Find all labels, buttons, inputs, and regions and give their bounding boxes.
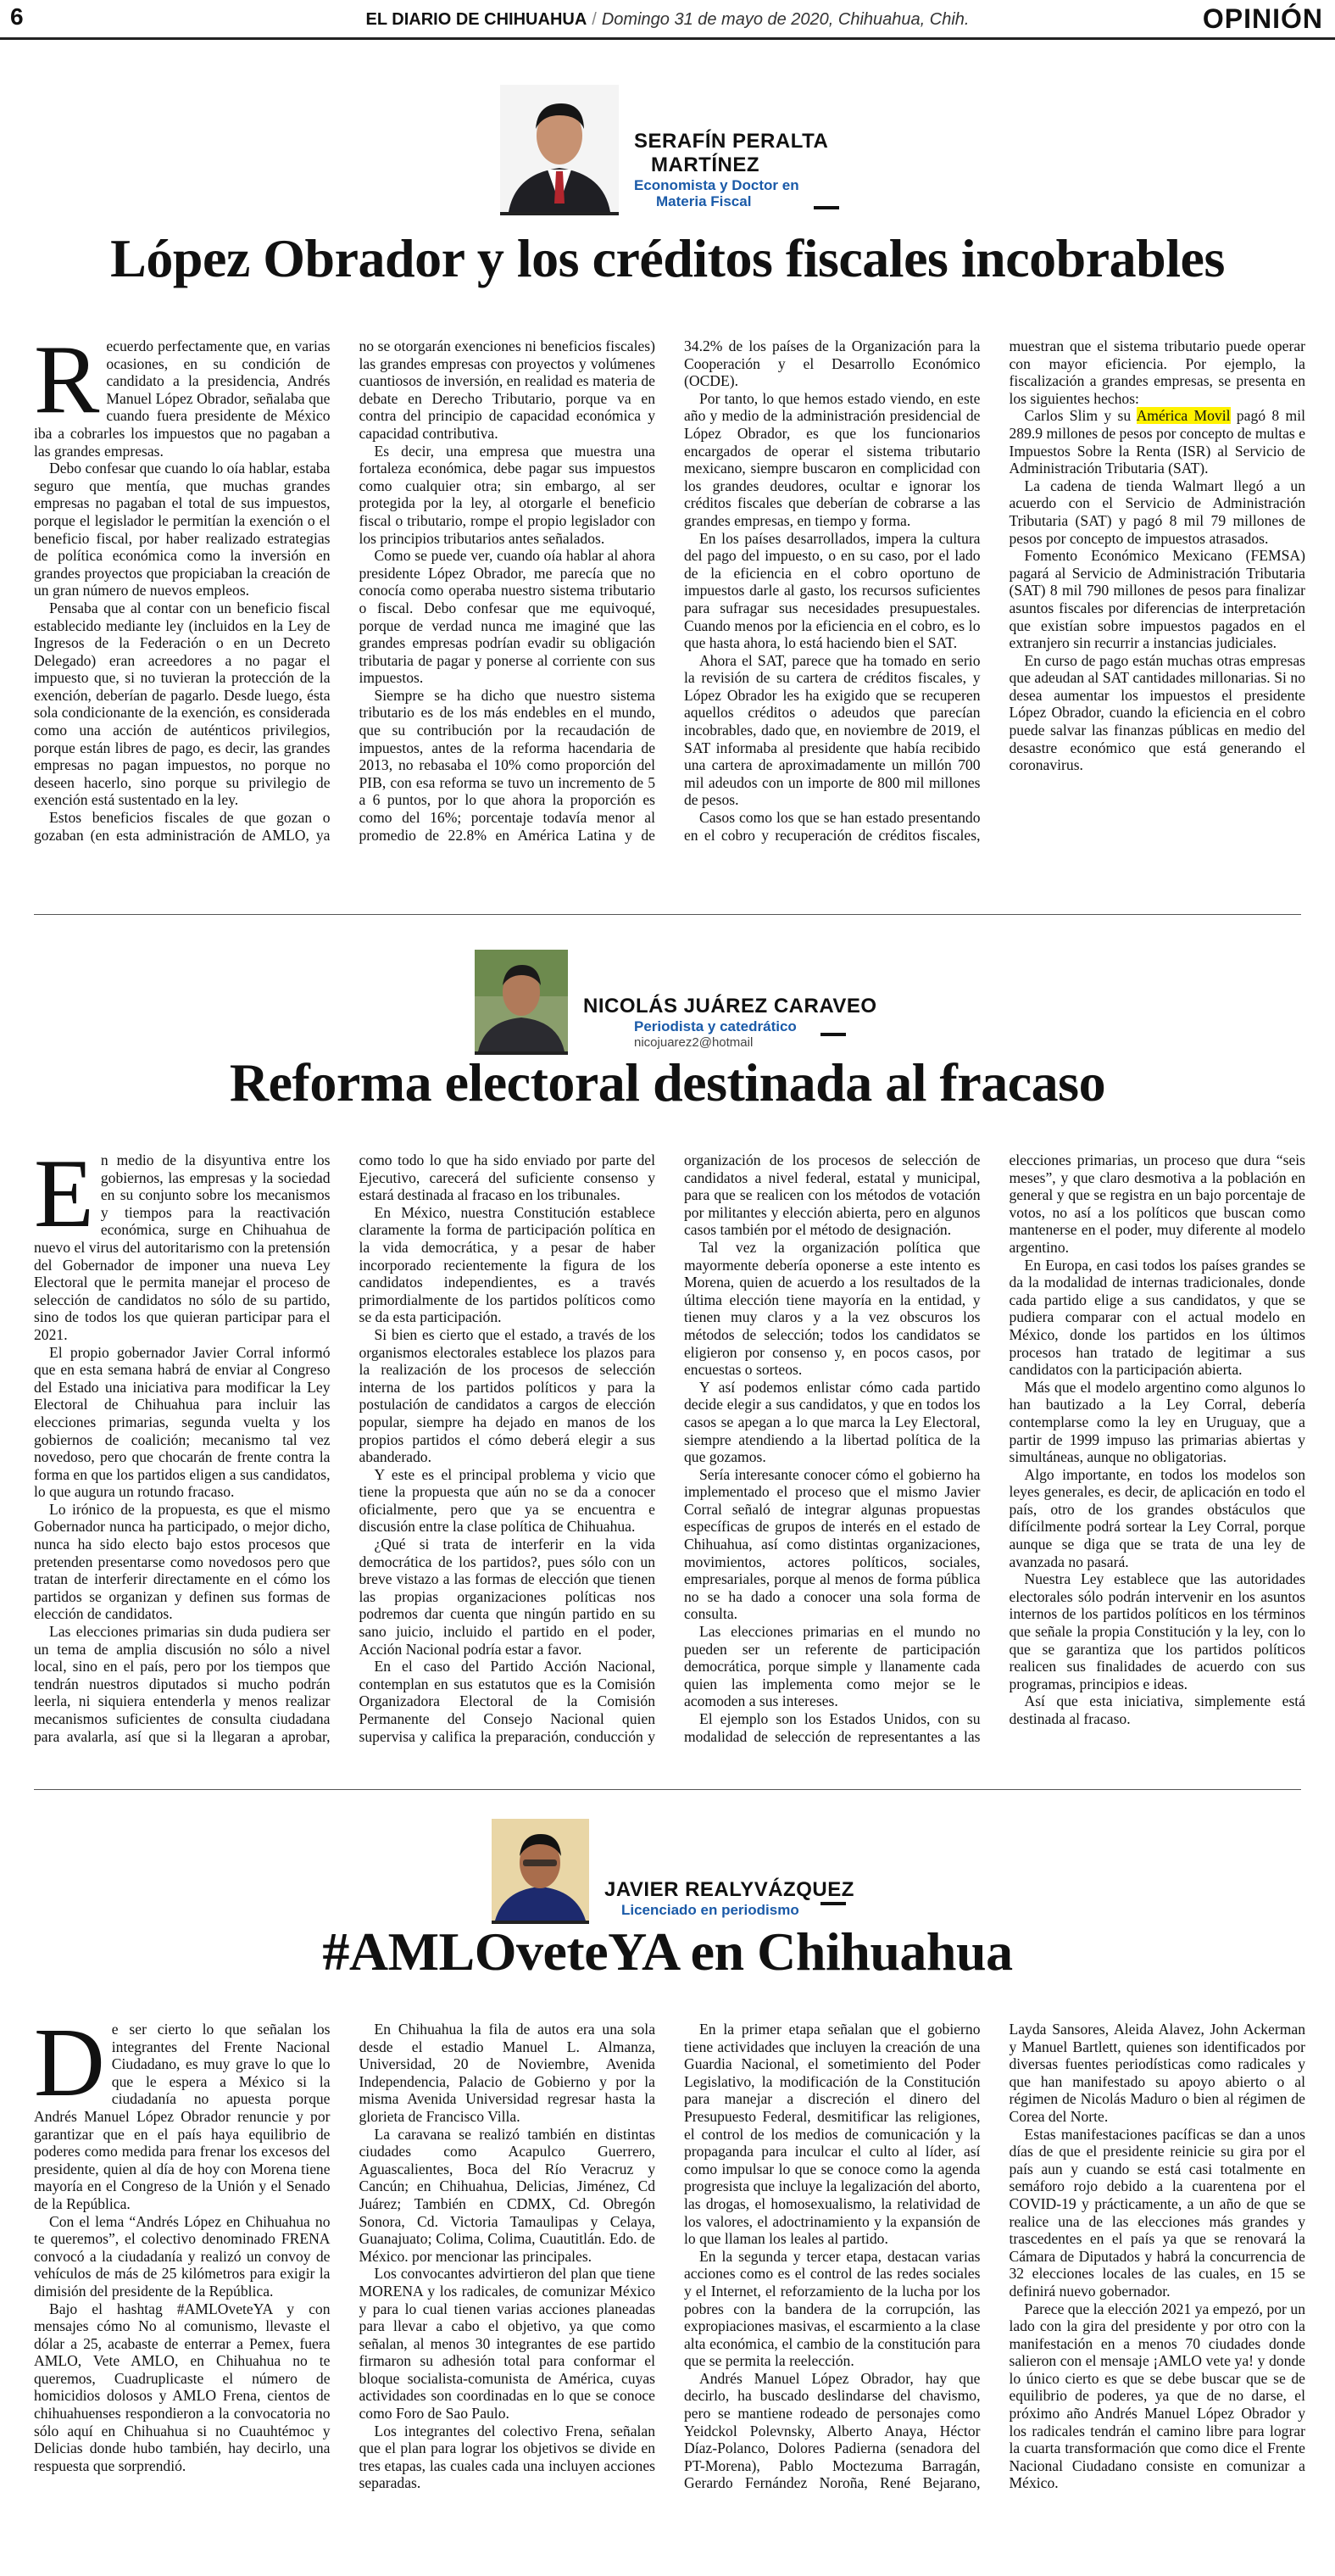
highlighted-text: América Movil (1136, 407, 1231, 425)
article-reforma-electoral (0, 933, 1335, 1781)
paragraph: Más que el modelo argentino como algunos lo han bautizado a la Ley Corral, debería contemplarse como la ley en Uruguay, que a partir de 1999 impuso las primarias abiertas y simultáneas, aunque no obligatorias. (1009, 1378, 1305, 1466)
masthead: EL DIARIO DE CHIHUAHUA / Domingo 31 de mayo de 2020, Chihuahua, Chih. (365, 10, 970, 29)
paragraph: Casos como los que se han estado presentando en el cobro y recuperación de créditos fiscales, muestran que el sistema tributario puede operar con mayor eficiencia. Por ejemplo, la fiscalización a grandes empresas, se presenta en los siguientes hechos: (684, 337, 1305, 844)
paragraph: Y así podemos enlistar cómo cada partido decide elegir a sus candidatos, y que en todos los casos se apegan a lo que marca la Ley Electoral, siempre atendiendo a la libertad política de la que gozamos. (684, 1378, 981, 1466)
paragraph: En Chihuahua la fila de autos era una sola desde el estadio Manuel L. Almanza, Universidad, 20 de Noviembre, Avenida Independencia, Palacio de Gobierno y por la misma Avenida Universidad regresar hasta la glorieta de Francisco Villa. (359, 2021, 655, 2125)
headline: López Obrador y los créditos fiscales incobrables (110, 228, 1225, 288)
paragraph: Las elecciones primarias en el mundo no pueden ser un referente de participación democrática, porque simple y llanamente cada quien las implementa como mejor se le acomoden a sus intereses. (684, 1623, 981, 1710)
byline (492, 1819, 854, 1924)
paragraph: Como se puede ver, cuando oía hablar al ahora presidente López Obrador, me parecía que no conocía como operaba nuestro sistema tributario o fiscal. Debo confesar que me equivoqué, porque de verdad nunca me imaginé que las grandes empresas podrían evadir su obligación tributaria de pagar y ponerse al corriente con sus impuestos. (359, 547, 655, 687)
author-name: JAVIER REALYVÁZQUEZ (604, 1878, 854, 1902)
newspaper-name: EL DIARIO DE CHIHUAHUA (365, 10, 587, 29)
author-name-first: SERAFÍN PERALTA (634, 129, 829, 153)
section-title: OPINIÓN (1202, 3, 1323, 34)
paragraph: En Europa, en casi todos los países grandes se da la modalidad de internas tradicionales, donde cada partido elige a sus candidatos, y que se pudiera comparar con el actual modelo en México, donde los partidos en los últimos procesos han tratado de legitimar a sus candidatos con la participación abierta. (1009, 1256, 1305, 1379)
paragraph: Fomento Económico Mexicano (FEMSA) pagará al Servicio de Administración Tributaria (SAT) 8 mil 790 millones de pesos para finalizar asuntos fiscales por diferencias de interpretación que existían sobre impuestos pagados en el extranjero sin recurrir a instancias judiciales. (1009, 547, 1305, 652)
author-role-line2: Materia Fiscal (656, 193, 752, 210)
author-name-last: MARTÍNEZ (651, 153, 759, 176)
author-photo (500, 85, 619, 215)
author-role: Periodista y catedrático (634, 1018, 797, 1035)
paragraph: En medio de la disyuntiva entre los gobiernos, las empresas y la sociedad en su conjunto sobre los mecanismos y tiempos para la reactivación económica, surge en Chihuahua de nuevo el virus del autoritarismo con la pretensión del Gobernador de imponer una nueva Ley Electoral que le permita manejar el proceso de selección de candidatos no sólo de su partido, sino de todos los que quieran participar para el 2021. (34, 1140, 331, 1343)
title-dash (820, 1033, 846, 1036)
paragraph: Así que esta iniciativa, simplemente está destinada al fracaso. (1009, 1692, 1305, 1727)
paragraph: Y este es el principal problema y vicio que tiene la propuesta que aún no se da a conocer oficialmente, pero que ya se encuentra e discusión entre la clase política de Chihuahua. (359, 1465, 655, 1536)
paragraph: Los integrantes del colectivo Frena, señalan que el plan para lograr los objetivos se divide en tres etapas, las cuales cada una incluyen acciones separadas. (359, 2422, 655, 2492)
article-amlovete-ya (0, 1802, 1335, 2569)
paragraph: Nuestra Ley establece que las autoridades electorales sólo podrán intervenir en los asuntos internos de los partidos políticos en los términos que señale la propia Constitución y la ley, con lo que se garantiza que los partidos políticos realicen sus finalidades de acuerdo con sus programas, principios e ideas. (1009, 1570, 1305, 1692)
paragraph: De ser cierto lo que señalan los integrantes del Frente Nacional Ciudadano, es muy grave lo que lo que le espera a México si la ciudadanía no apuesta porque Andrés Manuel López Obrador renuncie y por garantizar que en el país haya equilibrio de poderes como medida para frenar los excesos del presidente, quien al día de hoy con Morena tiene mayoría en el Congreso de la Unión y el Senado de la República. (34, 2009, 331, 2212)
paragraph: Recuerdo perfectamente que, en varias ocasiones, en su condición de candidato a la presidencia, Andrés Manuel López Obrador, señalaba que cuando fuera presidente de México iba a cobrarles los impuestos que no pagaban a las grandes empresas. (34, 326, 331, 460)
paragraph: En México, nuestra Constitución establece claramente la forma de participación política en la vida democrática, y a pesar de haber incorporado recientemente la figura de los candidatos independientes, es a través primordialmente de los partidos políticos como se da esta participación. (359, 1203, 655, 1326)
author-role: Licenciado en periodismo (621, 1902, 799, 1919)
article-body (34, 1140, 1305, 1770)
author-portrait-icon (475, 950, 568, 1051)
paragraph: Parece que la elección 2021 ya empezó, por un lado con la gira del presidente y por otro con la manifestación en a menos 70 ciudades donde salieron con el mensaje ¡AMLO vete ya! y donde lo único cierto es que se debe buscar que se de equilibrio de poderes, ya que de no darse, el próximo año Andrés Manuel López Obrador y los radicales tendrán el camino libre para lograr la cuarta transformación que como dice el Frente Nacional Ciudadano consiste en comunizar a México. (1009, 2300, 1305, 2492)
paragraph: ¿Qué si trata de interferir en la vida democrática de los partidos?, pues sólo con un breve vistazo a las formas de elección que tienen las propias organizaciones políticas nos podremos dar cuenta que ningún partido en su sano juicio, incluido el partido en el poder, Acción Nacional podría estar a favor. (359, 1536, 655, 1658)
paragraph: El propio gobernador Javier Corral informó que en esta semana habrá de enviar al Congreso del Estado una iniciativa para modificar la Ley Electoral de Chihuahua para incluir las elecciones primarias, segunda vuelta y los gobiernos de coalición; mecanismo tal vez novedoso, pero que chocarán de frente contra la forma en que los partidos eligen a sus candidatos, lo que augura un rotundo fracaso. (34, 1343, 331, 1501)
author-info (634, 130, 828, 215)
author-email: nicojuarez2@hotmail (634, 1035, 754, 1050)
title-dash (814, 206, 839, 209)
paragraph: El ejemplo son los Estados Unidos, con su modalidad de selección de representantes a las elecciones primarias, un proceso que dura “seis meses”, y que claro desmotiva a la población en general y que se registra en un bajo porcentaje de votos, no así a los políticos que buscan como mantenerse en el poder, muy diferente al modelo argentino. (684, 1151, 1305, 1745)
drop-cap: R (34, 326, 100, 434)
author-info (604, 1878, 854, 1924)
headline: Reforma electoral destinada al fracaso (229, 1052, 1106, 1112)
paragraph: Estas manifestaciones pacíficas se dan a unos días de que el presidente reinicie su gira por el país aun y cuando se está casi totalmente en semáforo rojo debido a la cuarentena por el COVID-19 y prácticamente, a un año de que se realice una de las elecciones más grandes y trascedentes en el país ya que se renovará la Cámara de Diputados y habrá la concurrencia de 32 elecciones locales de las cuales, en 15 se definirá nuevo gobernador. (1009, 2125, 1305, 2300)
paragraph: Los convocantes advirtieron del plan que tiene MORENA y los radicales, de comunizar México y para lo cual tienen varias acciones planeadas para llevar a cabo el objetivo, ya que como señalan, al menos 30 integrantes de ese partido firmaron su adhesión total para conformar el bloque socialista-comunista de América, cuyas actividades son coordinadas en lo que se conoce como Foro de Sao Paulo. (359, 2265, 655, 2423)
article-body (34, 2009, 1305, 2563)
section-divider (34, 1789, 1301, 1790)
paragraph: Por tanto, lo que hemos estado viendo, en este año y medio de la administración presidencial de López Obrador, es que los funcionarios encargados de operar el sistema tributario mexicano, siempre buscaron en complicidad con los grandes deudores, ocultar e ignorar los créditos fiscales que deberían de cobrarse a las grandes empresas, en tiempo y forma. (684, 389, 981, 529)
paragraph: La cadena de tienda Walmart llegó a un acuerdo con el Servicio de Administración Tributaria (SAT) y pagó 8 mil 79 millones de pesos por concepto de impuestos atrasados. (1009, 477, 1305, 547)
paragraph: Andrés Manuel López Obrador, hay que decirlo, ha buscado deslindarse del chavismo, pero se mantiene rodeado de personajes como Yeidckol Polevnsky, Alberto Anaya, Héctor Díaz-Polanco, Dolores Padierna (senadora del PT-Morena), Pablo Moctezuma Barragán, Gerardo Fernández Noroña, René Bejarano, Layda Sansores, Aleida Alavez, John Ackerman y Manuel Bartlett, quienes son identificados por diversas fuentes periodísticas como radicales y que han manifestado su apoyo abierto o al régimen de Nicolás Maduro o bien al régimen de Corea del Norte. (684, 2021, 1305, 2492)
page-header (0, 0, 1335, 40)
author-info (583, 995, 877, 1055)
byline (475, 950, 877, 1055)
section-divider (34, 914, 1301, 915)
drop-cap: D (34, 2009, 105, 2117)
paragraph: En curso de pago están muchas otras empresas que adeudan al SAT cantidades millonarias. Si no desea aumentar los impuestos el presidente López Obrador, cuando la eficiencia en el cobro puede salvar las finanzas públicas en medio del desastre económico que está generando el coronavirus. (1009, 651, 1305, 774)
paragraph: Tal vez la organización política que mayormente debería oponerse a este intento es Morena, quien de acuerdo a los resultados de la última elección tiene mayoría en la entidad, y tienen muy claros y a la vez obscuros los métodos de selección; todos los candidatos se eligieron por consenso y, en pocos casos, por encuestas o sorteos. (684, 1238, 981, 1379)
article-body (34, 326, 1306, 906)
paragraph: Ahora el SAT, parece que ha tomado en serio la revisión de su cartera de créditos fiscales, y López Obrador les ha exigido que se recuperen aquellos créditos o adeudos que parecían incobrables, dado que, en noviembre de 2019, el SAT informaba al presidente que había recibido una cartera de aproximadamente un millón 700 mil adeudos con un importe de 800 mil millones de pesos. (684, 651, 981, 809)
paragraph: Es decir, una empresa que muestra una fortaleza económica, debe pagar sus impuestos como cualquier otra; sin embargo, al ser protegida por la ley, al otorgarle el beneficio fiscal o tributario, rompe el propio legislador con los principios tributarios antes señalados. (359, 442, 655, 547)
paragraph: En los países desarrollados, impera la cultura del pago del impuesto, o en su caso, por el lado de la eficiencia en el cobro oportuno de impuestos darle al gasto, los recursos suficientes para sufragar sus necesidades presupuestales. Cuando menos por la eficiencia en el cobro, es lo que hasta ahora, lo está haciendo bien el SAT. (684, 529, 981, 652)
author-portrait-icon (492, 1819, 589, 1921)
author-photo (475, 950, 568, 1055)
page-number: 6 (10, 3, 24, 30)
author-role-line1: Economista y Doctor en (634, 176, 799, 193)
paragraph: Lo irónico de la propuesta, es que el mismo Gobernador nunca ha participado, o mejor dicho, nunca ha sido electo bajo estos procesos que pretenden presentarse como novedosos pero que tratan de interferir directamente en el cómo los partidos se organizan y definen sus formas de elección de candidatos. (34, 1500, 331, 1623)
paragraph: Si bien es cierto que el estado, a través de los organismos electorales establece los plazos para la realización de los procesos de selección interna de los partidos políticos y para la postulación de candidatos a cargos de elección popular, siempre ha dejado en manos de los propios partidos el cómo deberá elegir a sus abanderado. (359, 1325, 655, 1466)
byline (500, 85, 828, 215)
paragraph: Debo confesar que cuando lo oía hablar, estaba seguro que mentía, que muchas grandes empresas no pagaban el total de sus impuestos, porque el legislador le permitían la exención o el beneficio fiscal, por haber realizado estrategias de política económica como la inversión en grandes proyectos que propiciaban la creación de un gran número de nuevos empleos. (34, 460, 331, 599)
issue-date: Domingo 31 de mayo de 2020, Chihuahua, Chih. (601, 10, 970, 29)
drop-cap: E (34, 1140, 94, 1248)
headline: #AMLOveteYA en Chihuahua (322, 1921, 1013, 1982)
paragraph: En la primer etapa señalan que el gobierno tiene actividades que incluyen la creación de una Guardia Nacional, el sometimiento del Poder Legislativo, la modificación de la Constitución para manejar a discreción el dinero del Presupuesto Federal, desmitificar las religiones, el control de los medios de comunicación y la propaganda para inculcar el culto al líder, así como impulsar lo que se conoce como la agenda progresista que incluye la legalización del aborto, las drogas, el homosexualismo, la relatividad de los valores, el adoctrinamiento y la expansión de lo que llaman los leales al partido. (684, 2021, 981, 2248)
paragraph: La caravana se realizó también en distintas ciudades como Acapulco Guerrero, Aguascalientes, Boca del Río Veracruz y Cancún; en Chihuahua, Delicias, Jiménez, Cd Juárez; También en CDMX, Cd. Obregón Sonora, Cd. Victoria Tamaulipas y Celaya, Guanajuato; Colima, Colima, Cuautitlán. Edo. de México. por mencionar las principales. (359, 2125, 655, 2265)
paragraph: Estos beneficios fiscales de que gozan o gozaban (en esta administración de AMLO, ya no se otorgarán exenciones ni beneficios fiscales) las grandes empresas con proyectos y volúmenes cuantiosos de inversión, en realidad es materia de debate en Derecho Tributario, porque va en contra del principio de capacidad económica y capacidad contributiva. (34, 337, 655, 844)
title-dash (820, 1902, 846, 1905)
paragraph: En la segunda y tercer etapa, destacan varias acciones como es el control de las redes sociales y el Internet, el reforzamiento de la lucha por los pobres con la bandera de la corrupción, las expropiaciones masivas, el escarmiento a la clase alta económica, el cambio de la constitución para que se permita la reelección. (684, 2247, 981, 2370)
article-lopez-obrador-creditos (0, 51, 1335, 907)
paragraph: Las elecciones primarias sin duda pudiera ser un tema de amplia discusión no sólo a nivel local, sino en el país, pero por los tiempos que tendrán nuestros diputados si mucho podrán leerla, ni siquiera entenderla y menos realizar mecanismos suficientes de consulta ciudadana para avalarla, así que si la llegaran a aprobar, como todo lo que ha sido enviado por parte del Ejecutivo, carecerá del suficiente consenso y estará destinada al fracaso en los tribunales. (34, 1151, 655, 1745)
author-portrait-icon (500, 85, 619, 212)
author-name: NICOLÁS JUÁREZ CARAVEO (583, 995, 877, 1018)
paragraph: Con el lema “Andrés López en Chihuahua no te queremos”, el colectivo denominado FRENA convocó a la ciudadanía y realizó un convoy de vehículos de más de 25 kilómetros para exigir la dimisión del presidente de la República. (34, 2212, 331, 2300)
paragraph: En el caso del Partido Acción Nacional, contemplan en sus estatutos que es la Comisión Organizadora Electoral de la Comisión Permanente del Consejo Nacional quien supervisa y califica la preparación, conducción y organización de los procesos de selección de candidatos a nivel federal, estatal y municipal, para que se realicen con los métodos de votación por militantes y elección abierta, pero en algunos casos también por el método de designación. (359, 1151, 981, 1745)
paragraph: Carlos Slim y su América Movil pagó 8 mil 289.9 millones de pesos por concepto de multas e Impuestos Sobre la Renta (ISR) al Servicio de Administración Tributaria (SAT). (1009, 407, 1306, 477)
paragraph: Sería interesante conocer cómo el gobierno ha implementado el proceso que el mismo Javier Corral señaló de integrar algunas propuestas específicas de grupos de interés en el estado de Chihuahua, así como distintas organizaciones, movimientos, actores políticos, sociales, empresariales, porque al menos de forma pública no se ha dado a conocer una sola forma de consulta. (684, 1465, 981, 1623)
author-photo (492, 1819, 589, 1924)
paragraph: Bajo el hashtag #AMLOveteYA y con mensajes cómo No al comunismo, llevaste el dólar a 25, acabaste de enterrar a Pemex, fuera AMLO, Vete AMLO, en Chihuahua no te queremos, Cuadruplicaste el número de homicidios dolosos y AMLO Frena, cientos de chihuahuenses respondieron a la convocatoria no sólo aquí en Chihuahua si no Cuauhtémoc y Delicias donde hubo también, hay decirlo, una respuesta que sorprendió. (34, 2300, 331, 2474)
paragraph: Pensaba que al contar con un beneficio fiscal establecido mediante ley (incluidos en la Ley de Ingresos de la Federación o en un Decreto Delegado) eran acreedores a no pagar el impuesto que, si no tuvieran la protección de la exención, deberían de pagarlo. Desde luego, ésta sola condicionante de la exención, es considerada como una acción de auténticos privilegios, porque están libres de pago, es decir, las grandes empresas no pagan impuestos, no porque no deseen hacerlo, sino porque su privilegio de exención está sustentado en la ley. (34, 599, 331, 809)
paragraph: Algo importante, en todos los modelos son leyes generales, es decir, de aplicación en todo el país, otro de los grandes obstáculos que difícilmente podrá sortear la Ley Corral, porque aunque se diga que se trata de una ley de avanzada no pasará. (1009, 1465, 1305, 1570)
paragraph: Siempre se ha dicho que nuestro sistema tributario es de los más endebles en el mundo, que su contribución por la recaudación de impuestos, antes de la reforma hacendaria de 2013, no rebasaba el 10% como proporción del PIB, con esa reforma se tuvo un incremento de 5 a 6 puntos, por lo que ahora la proporción es como del 16%; porcentaje todavía menor al promedio de 22.8% en América Latina y de 34.2% de los países de la Organización para la Cooperación y el Desarrollo Económico (OCDE). (359, 337, 981, 844)
